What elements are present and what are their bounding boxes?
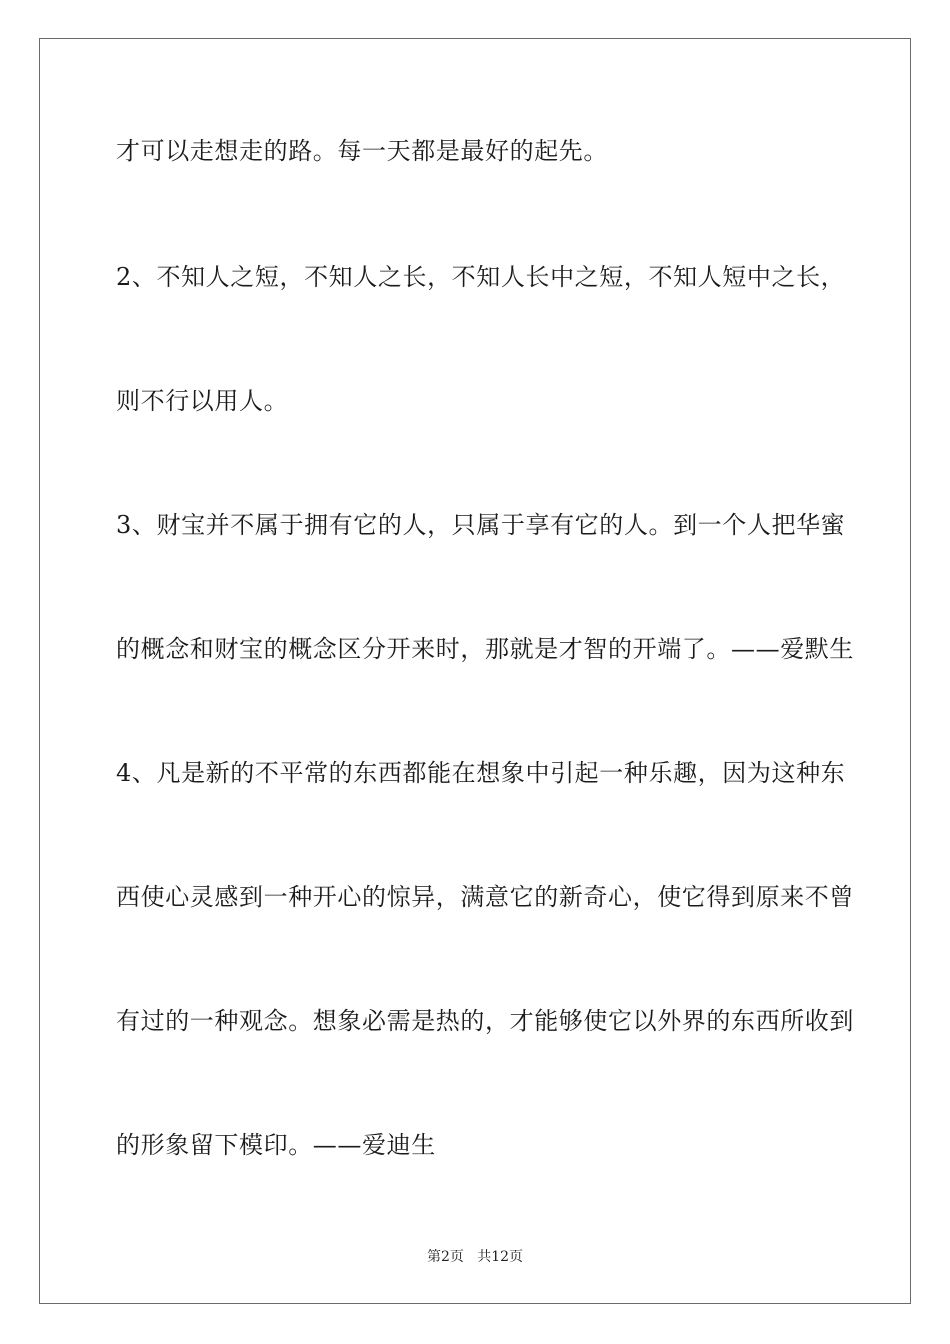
page-frame	[39, 38, 911, 1304]
paragraph-line-7: 西使心灵感到一种开心的惊异，满意它的新奇心，使它得到原来不曾	[116, 883, 854, 911]
paragraph-line-5: 的概念和财宝的概念区分开来时，那就是才智的开端了。——爱默生	[116, 635, 854, 663]
paragraph-line-3: 则不行以用人。	[116, 387, 289, 415]
paragraph-line-9: 的形象留下模印。——爱迪生	[116, 1131, 436, 1159]
paragraph-line-1: 才可以走想走的路。每一天都是最好的起先。	[116, 137, 608, 165]
page-number-footer: 第2页 共12页	[426, 1249, 524, 1265]
paragraph-line-6: 4、凡是新的不平常的东西都能在想象中引起一种乐趣，因为这种东	[116, 759, 846, 787]
paragraph-line-2: 2、不知人之短，不知人之长，不知人长中之短，不知人短中之长，	[116, 263, 846, 291]
paragraph-line-8: 有过的一种观念。想象必需是热的，才能够使它以外界的东西所收到	[116, 1007, 854, 1035]
paragraph-line-4: 3、财宝并不属于拥有它的人，只属于享有它的人。到一个人把华蜜	[116, 511, 846, 539]
